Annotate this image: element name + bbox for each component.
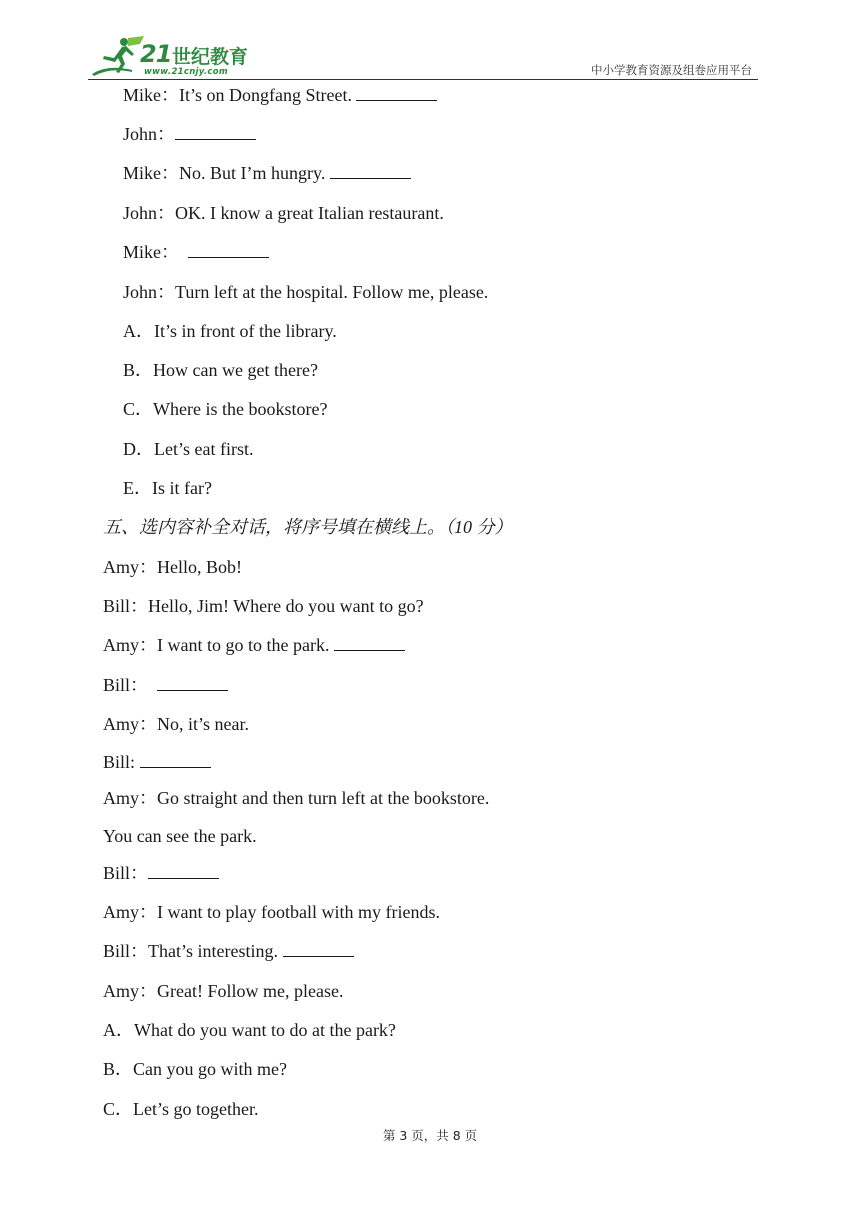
answer-blank <box>148 863 219 879</box>
line-text: Hello, Bob! <box>157 557 242 577</box>
dialogue-line <box>103 635 405 655</box>
dialogue-line <box>103 557 242 577</box>
answer-blank <box>175 124 256 140</box>
dialogue-line <box>123 124 256 144</box>
line-text: That’s interesting. <box>148 941 283 961</box>
dialogue-line <box>103 752 211 772</box>
line-speaker: Amy： <box>103 902 157 922</box>
runner-logo-icon <box>88 34 148 78</box>
dialogue-line <box>103 981 343 1001</box>
option-text: Is it far? <box>152 478 212 498</box>
line-text: Great! Follow me, please. <box>157 981 344 1001</box>
line-speaker: John： <box>123 282 176 302</box>
line-text: Hello, Jim! Where do you want to go? <box>148 596 424 616</box>
dialogue-line <box>123 163 411 183</box>
line-text: Turn left at the hospital. Follow me, please. <box>175 282 489 302</box>
dialogue-line <box>123 242 269 262</box>
answer-blank <box>334 635 405 651</box>
dialogue-line <box>103 788 489 808</box>
option-line <box>103 1020 396 1040</box>
answer-blank <box>188 242 269 258</box>
option-letter: B． <box>103 1059 134 1079</box>
option-letter: E． <box>123 478 152 498</box>
line-speaker: Mike： <box>123 85 179 105</box>
dialogue-line <box>103 714 249 734</box>
line-text: Go straight and then turn left at the bookstore. <box>157 788 490 808</box>
option-text: How can we get there? <box>153 360 318 380</box>
option-text: What do you want to do at the park? <box>134 1020 396 1040</box>
line-speaker: John： <box>123 203 176 223</box>
option-line <box>123 321 337 341</box>
option-letter: B． <box>123 360 154 380</box>
option-line <box>123 399 327 419</box>
line-text <box>179 242 188 262</box>
line-text: I want to go to the park. <box>157 635 334 655</box>
page-footer: 第 3 页，共 8 页 <box>382 1128 478 1143</box>
page-header <box>88 34 758 82</box>
option-text: Let’s eat first. <box>154 439 254 459</box>
option-line <box>103 1099 259 1119</box>
option-line <box>123 360 318 380</box>
line-speaker: Bill： <box>103 596 149 616</box>
answer-blank <box>283 941 354 957</box>
line-speaker: Bill： <box>103 863 149 883</box>
logo-number: 21 <box>140 40 172 68</box>
dialogue-line <box>123 85 437 105</box>
answer-blank <box>140 752 211 768</box>
header-tagline: 中小学教育资源及组卷应用平台 <box>591 63 752 77</box>
option-line <box>123 478 212 498</box>
answer-blank <box>157 675 228 691</box>
header-rule <box>88 79 758 80</box>
option-text: Can you go with me? <box>133 1059 287 1079</box>
dialogue-line <box>103 941 354 961</box>
option-letter: C． <box>123 399 154 419</box>
option-line <box>123 439 253 459</box>
line-speaker: Mike： <box>123 163 179 183</box>
section-heading-text: 五、选内容补全对话，将序号填在横线上。（10 分） <box>103 517 513 537</box>
line-text: No, it’s near. <box>157 714 249 734</box>
option-letter: D． <box>123 439 154 459</box>
dialogue-line <box>103 863 219 883</box>
logo-url: www.21cnjy.com <box>144 67 228 77</box>
line-speaker: Amy： <box>103 635 157 655</box>
dialogue-line <box>103 675 228 695</box>
line-speaker: Amy： <box>103 981 157 1001</box>
line-speaker: John： <box>123 124 176 144</box>
option-text: Where is the bookstore? <box>153 399 328 419</box>
option-text: Let’s go together. <box>133 1099 259 1119</box>
line-speaker: Amy： <box>103 557 157 577</box>
dialogue-line <box>103 596 424 616</box>
section-heading <box>103 517 513 537</box>
option-text: It’s in front of the library. <box>154 321 337 341</box>
line-speaker: Amy： <box>103 788 157 808</box>
logo <box>88 34 288 78</box>
option-line <box>103 1059 287 1079</box>
option-letter: A． <box>123 321 154 341</box>
option-letter: A． <box>103 1020 134 1040</box>
line-speaker: Mike： <box>123 242 179 262</box>
dialogue-line <box>123 203 444 223</box>
line-speaker: Bill： <box>103 675 149 695</box>
option-letter: C． <box>103 1099 134 1119</box>
line-text: It’s on Dongfang Street. <box>179 85 357 105</box>
dialogue-line <box>103 902 440 922</box>
line-speaker: Bill： <box>103 941 149 961</box>
line-text: No. But I’m hungry. <box>179 163 330 183</box>
answer-blank <box>356 85 437 101</box>
line-text: OK. I know a great Italian restaurant. <box>175 203 444 223</box>
dialogue-line-continued <box>103 826 257 846</box>
line-text <box>148 675 157 695</box>
dialogue-line <box>123 282 488 302</box>
answer-blank <box>330 163 411 179</box>
line-text: You can see the park. <box>103 826 257 846</box>
line-text: I want to play football with my friends. <box>157 902 440 922</box>
logo-name: 世纪教育 <box>172 46 249 68</box>
line-speaker: Bill: <box>103 752 140 772</box>
line-speaker: Amy： <box>103 714 157 734</box>
